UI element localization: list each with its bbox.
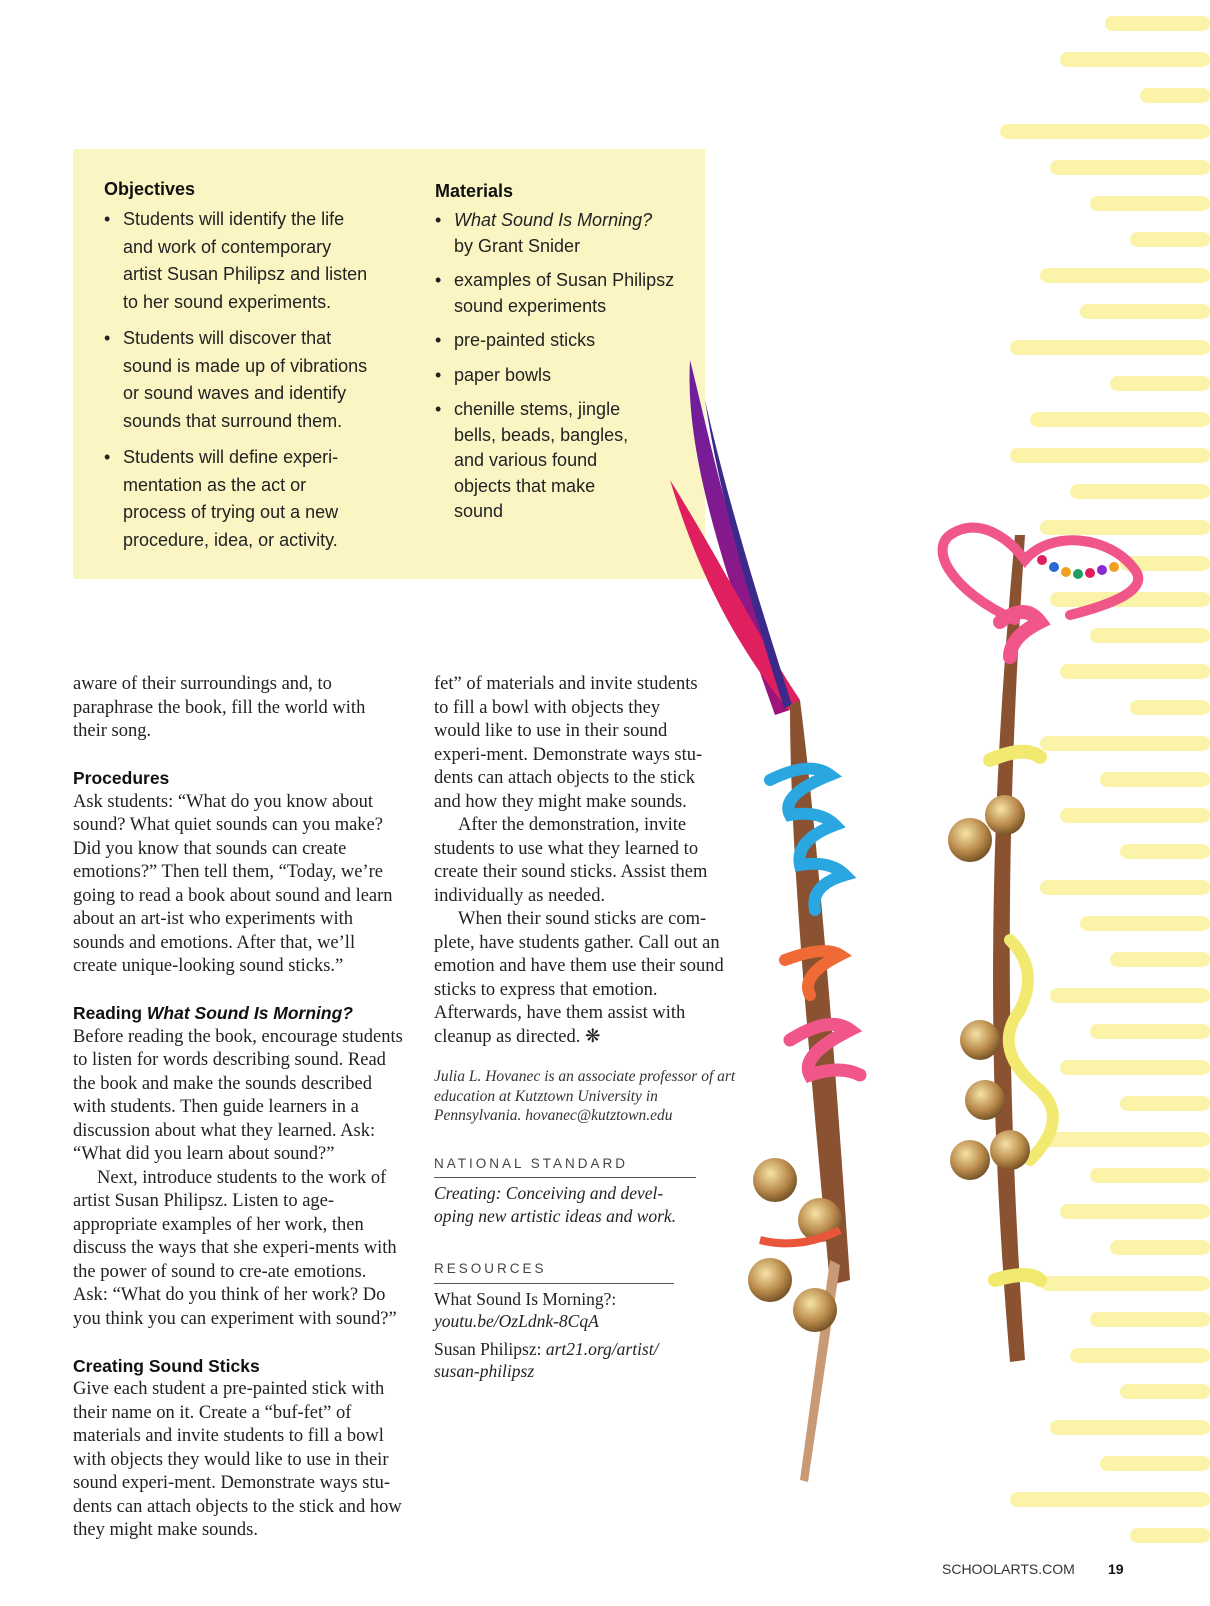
objective-item: • Students will identify the life and work of contemporary artist Susan Philipsz and listen to her sound experiments. <box>104 206 372 316</box>
creating-paragraph-2: After the demonstration, invite students to use what they learned to create their sound sticks. Assist them individually as needed. <box>434 815 708 906</box>
procedures-text: Ask students: “What do you know about sound? What quiet sounds can you make? Did you know that sounds can create emotions?” Then tell them, “Today, we’re going to read a book about sound and learn about an art-ist who experiments with sounds and emotions. After that, we’ll create unique-looking sound sticks.” <box>73 791 393 976</box>
end-mark-icon: ❋ <box>585 1026 601 1047</box>
reading-heading <box>73 1002 403 1026</box>
objectives-heading: Objectives <box>104 179 196 199</box>
materials-section <box>435 181 680 534</box>
resource-label: Susan Philipsz: <box>434 1338 542 1359</box>
book-author: by Grant Snider <box>454 235 581 256</box>
resource-link[interactable]: art21.org/artist/susan-philipsz <box>434 1338 659 1381</box>
objectives-list <box>104 206 372 554</box>
resource-link[interactable]: youtu.be/OzLdnk-8CqA <box>434 1310 599 1331</box>
page-number: 19 <box>1108 1561 1124 1577</box>
info-box <box>73 149 705 579</box>
reading-heading-title: What Sound Is Morning? <box>146 1003 353 1023</box>
material-item: • examples of Susan Philipsz sound experiments <box>435 268 680 319</box>
national-standard-text: Creating: Conceiving and devel-oping new artistic ideas and work. <box>434 1183 677 1226</box>
resource-item <box>434 1288 754 1332</box>
procedures-heading: Procedures <box>73 768 170 788</box>
creating-paragraph-1: Give each student a pre-painted stick with their name on it. Create a “buf-fet” of materials and invite students to fill a bowl with objects they would like to use in their sound experi-ment. Demonstrate ways stu-dents can attach objects to the stick and how they might make sounds. <box>73 1379 402 1540</box>
objective-item: • Students will define experi-mentation as the act or process of trying out a new procedure, idea, or activity. <box>104 444 372 554</box>
book-title: What Sound Is Morning? <box>454 210 653 230</box>
footer-site: SCHOOLARTS.COM <box>942 1561 1075 1577</box>
materials-list <box>435 208 680 525</box>
article-column-1 <box>73 673 403 1540</box>
resources-heading: RESOURCES <box>434 1257 674 1284</box>
resource-item <box>434 1338 664 1382</box>
article-column-2 <box>434 673 754 1382</box>
materials-heading: Materials <box>435 181 514 201</box>
article-intro: aware of their surroundings and, to paraphrase the book, fill the world with their song. <box>73 674 366 741</box>
reading-heading-prefix: Reading <box>73 1003 147 1023</box>
material-item: • paper bowls <box>435 363 680 389</box>
creating-paragraph-3 <box>434 908 744 1049</box>
author-bio: Julia L. Hovanec is an associate professor of art education at Kutztown University in Pennsylvania. hovanec@kutztown.edu <box>434 1068 736 1124</box>
objective-item: • Students will discover that sound is made up of vibrations or sound waves and identify sounds that surround them. <box>104 325 372 435</box>
creating-paragraph-3-text: When their sound sticks are com-plete, have students gather. Call out an emotion and have them use their sound sticks to express that emotion. Afterwards, have them assist with cleanup as directed. <box>434 909 724 1047</box>
national-standard-heading: NATIONAL STANDARD <box>434 1152 696 1179</box>
resource-label: What Sound Is Morning?: <box>434 1288 617 1309</box>
material-item <box>435 208 680 259</box>
objectives-section <box>104 179 372 563</box>
material-item: • chenille stems, jingle bells, beads, bangles, and various found objects that make sound <box>435 397 634 525</box>
sound-sticks-photo <box>680 360 1200 1520</box>
creating-heading: Creating Sound Sticks <box>73 1355 260 1376</box>
reading-paragraph-1: Before reading the book, encourage students to listen for words describing sound. Read the book and make the sounds described with students. Then guide learners in a discussion about what they learned. Ask: “What did you learn about sound?” <box>73 1026 403 1164</box>
material-item: • pre-painted sticks <box>435 328 680 354</box>
creating-paragraph-1-cont: fet” of materials and invite students to fill a bowl with objects they would like to use in their sound experi-ment. Demonstrate ways stu-dents can attach objects to the stick and how they might make sounds. <box>434 674 703 812</box>
reading-paragraph-2: Next, introduce students to the work of artist Susan Philipsz. Listen to age-appropriate examples of her work, then discuss the ways that she experi-ments with the power of sound to cre-ate emotions. Ask: “What do you think of her work? Do you think you can experiment with sound?” <box>73 1167 397 1329</box>
